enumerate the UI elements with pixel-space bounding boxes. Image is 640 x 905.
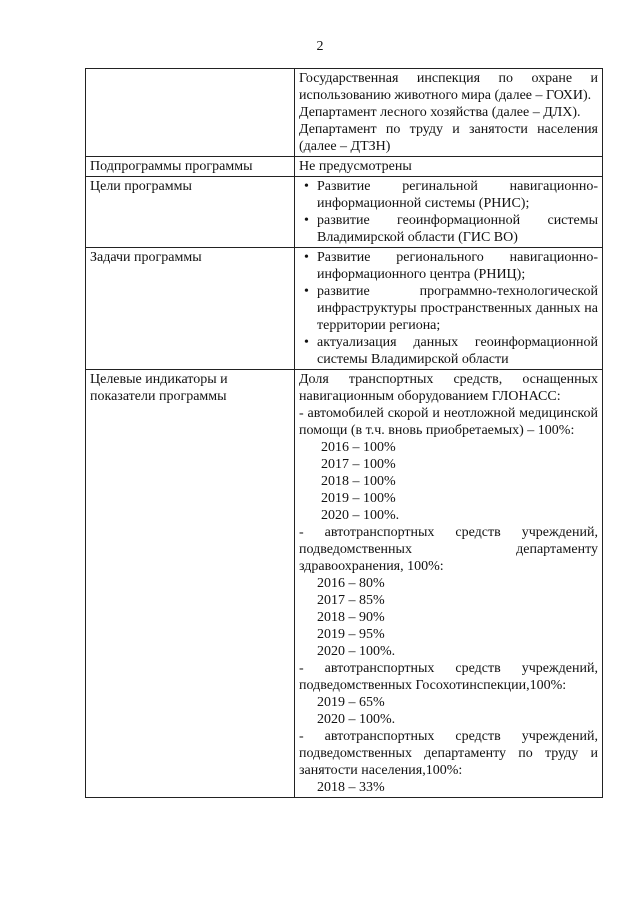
row-label: Целевые индикаторы и показатели программы — [86, 370, 295, 798]
program-passport-table — [85, 68, 603, 798]
table-row — [86, 69, 603, 157]
indicator-heading: - автомобилей скорой и неотложной медицинской помощи (в т.ч. вновь приобретаемых) – 100%: — [299, 406, 598, 438]
table-row — [86, 177, 603, 248]
indicator-year: 2018 – 90% — [317, 610, 385, 625]
executor-line: Государственная инспекция по охране и использованию животного мира (далее – ГОХИ). — [299, 71, 598, 103]
table-row — [86, 370, 603, 798]
row-value: Не предусмотрены — [295, 157, 603, 177]
executor-line: Департамент по труду и занятости населения (далее – ДТЗН) — [299, 122, 598, 154]
indicator-heading: - автотранспортных средств учреждений, подведомственных департаменту по труду и занятости населения,100%: — [299, 729, 598, 778]
indicator-year: 2017 – 100% — [321, 457, 396, 472]
indicator-year: 2020 – 100%. — [317, 644, 396, 659]
row-label: Задачи программы — [86, 248, 295, 370]
list-item: • Развитие регионального навигационно-информационного центра (РНИЦ); — [299, 249, 598, 283]
indicator-year: 2017 – 85% — [317, 593, 385, 608]
executor-line: Департамент лесного хозяйства (далее – ДЛХ). — [299, 105, 581, 120]
indicator-year: 2016 – 100% — [321, 440, 396, 455]
page-number: 2 — [316, 39, 324, 54]
indicator-year: 2020 – 100%. — [321, 508, 400, 523]
indicator-year: 2018 – 100% — [321, 474, 396, 489]
indicator-year: 2018 – 33% — [317, 780, 385, 795]
indicator-intro: Доля транспортных средств, оснащенных навигационным оборудованием ГЛОНАСС: — [299, 372, 598, 404]
list-item: • актуализация данных геоинформационной системы Владимирской области — [299, 334, 598, 368]
row-value — [295, 370, 603, 798]
indicator-heading: - автотранспортных средств учреждений, подведомственных Госохотинспекции,100%: — [299, 661, 598, 693]
indicator-year: 2019 – 95% — [317, 627, 385, 642]
row-value — [295, 69, 603, 157]
list-item: • Развитие регинальной навигационно-информационной системы (РНИС); — [299, 178, 598, 212]
indicator-year: 2016 – 80% — [317, 576, 385, 591]
list-item: • развитие геоинформационной системы Владимирской области (ГИС ВО) — [299, 212, 598, 246]
row-label: Подпрограммы программы — [86, 157, 295, 177]
table-row — [86, 248, 603, 370]
row-label: Цели программы — [86, 177, 295, 248]
indicator-year: 2019 – 65% — [317, 695, 385, 710]
tasks-list — [299, 249, 598, 368]
row-label — [86, 69, 295, 157]
indicator-heading: - автотранспортных средств учреждений, подведомственных департаменту здравоохранения, 100%: — [299, 525, 598, 574]
row-value — [295, 248, 603, 370]
row-value — [295, 177, 603, 248]
indicator-year: 2019 – 100% — [321, 491, 396, 506]
indicator-year: 2020 – 100%. — [317, 712, 396, 727]
goals-list — [299, 178, 598, 246]
list-item: • развитие программно-технологической инфраструктуры пространственных данных на территории региона; — [299, 283, 598, 334]
table-row — [86, 157, 603, 177]
